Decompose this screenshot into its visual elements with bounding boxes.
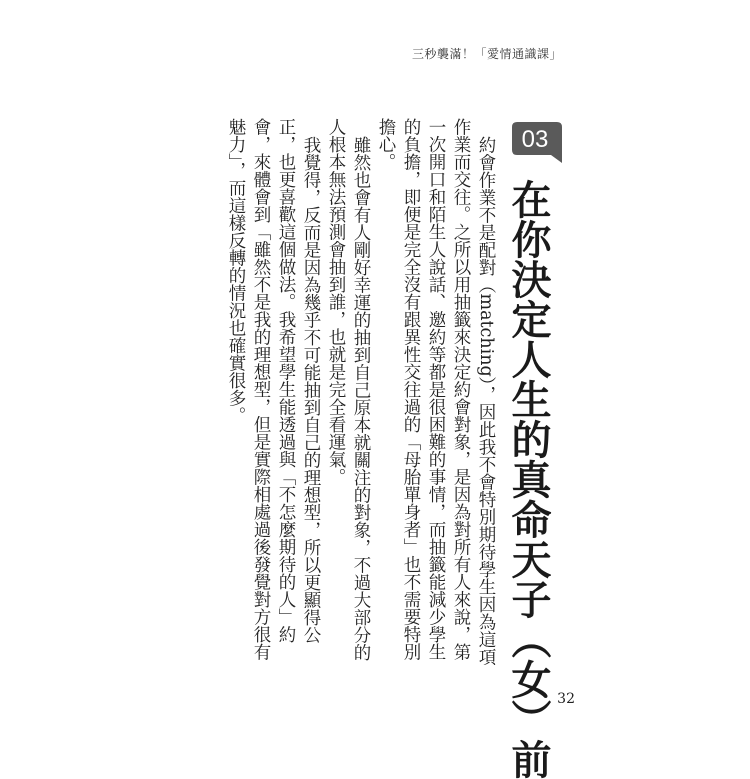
- running-header: 三秒襲滿！「愛情通識課」: [411, 47, 562, 61]
- chapter-number-badge: [509, 119, 565, 169]
- chapter-number: 03: [521, 126, 549, 153]
- paragraph: 我覺得，反而是因為幾乎不可能抽到自己的理想型，所以更顯得公正，也更喜歡這個做法。我希望學生能透過與「不怎麼期待的人」約會，來體會到「雖然不是我的理想型，但是實際相處過後發覺對方很有魅力」，而這樣反轉的情況也確實很多。: [226, 118, 321, 661]
- page-number: 32: [557, 691, 575, 707]
- paragraph: 約會作業不是配對（matching），因此我不會特別期待學生因為這項作業而交往。之所以用抽籤來決定約會對象，是因為對所有人來說，第一次開口和陌生人說話、邀約等都是很困難的事情，而抽籤能減少學生的負擔，即便是完全沒有跟異性交往過的「母胎單身者」也不需要特別擔心。: [376, 118, 496, 665]
- body-text: [226, 118, 498, 668]
- paragraph: 雖然也會有人剛好幸運的抽到自己原本就關注的對象，不過大部分的人根本無法預測會抽到誰，也就是完全看運氣。: [326, 118, 371, 661]
- chapter-title: 在你決定人生的真命天子（女）前: [505, 179, 552, 779]
